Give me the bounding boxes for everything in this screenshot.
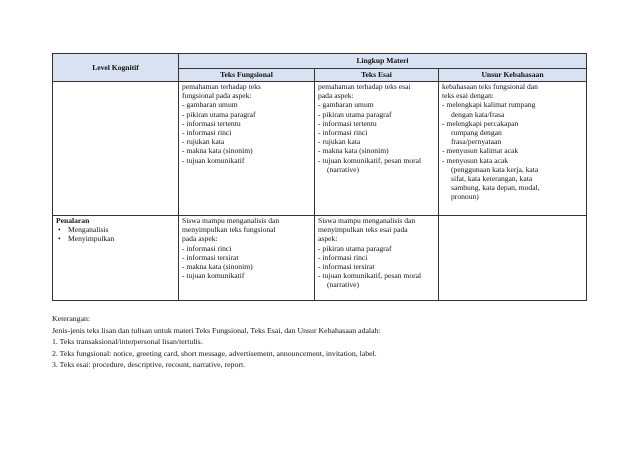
cell-line: menyimpulkan teks esai pada [318, 225, 408, 235]
cell-row2-esai [315, 216, 439, 301]
notes-section [52, 313, 381, 371]
cell-line: aspek: [318, 234, 338, 244]
cell-line: pada aspek: [318, 91, 354, 101]
cell-line: (narrative) [327, 164, 360, 174]
cell-line: teks esai dengan: [442, 91, 494, 101]
header-unsur-kebahasaan: Unsur Kebahasaan [439, 69, 587, 82]
table-row [53, 82, 587, 216]
cell-line: - informasi tertentu [182, 118, 241, 128]
cell-line: - tujuan komunikatif, pesan moral [318, 155, 422, 165]
cell-level-empty [53, 82, 179, 216]
cell-line: pemahaman terhadap teks esai [318, 82, 411, 91]
cell-line: - melengkapi percakapan [442, 118, 519, 128]
cognitive-level-table [52, 53, 587, 301]
cell-line: - pikiran utama paragraf [182, 109, 256, 119]
cell-line: fungsional pada aspek: [182, 91, 252, 101]
notes-line: 1. Teks transaksional/interpersonal lisan/tertulis. [52, 337, 203, 347]
cell-line: frasa/pernyataan [451, 137, 502, 147]
cell-line: (narrative) [327, 280, 360, 290]
cell-line: dengan kata/frasa [451, 109, 505, 119]
cell-line: - melengkapi kalimat rumpang [442, 100, 536, 110]
cell-line: - rujukan kata [318, 137, 361, 147]
cell-line: - informasi tersirat [182, 252, 239, 262]
cell-line: kebahasaan teks fungsional dan [442, 82, 538, 91]
cell-level-penalaran [53, 216, 179, 301]
cell-line: - informasi rinci [318, 252, 368, 262]
cell-line: Siswa mampu menganalisis dan [182, 216, 280, 225]
cell-line: - makna kata (sinonim) [182, 146, 253, 156]
cell-line: - rujukan kata [182, 137, 225, 147]
cell-line: - informasi tertentu [318, 118, 377, 128]
cell-line: - gambaran umum [318, 100, 374, 110]
cell-row2-unsur-empty [439, 216, 587, 301]
table-row [53, 216, 587, 301]
cell-row1-unsur [439, 82, 587, 216]
cell-row1-fungsional [179, 82, 315, 216]
notes-line: 3. Teks esai: procedure, descriptive, recount, narrative, report. [52, 360, 246, 370]
cell-line: sambung, kata depan, modal, [451, 183, 540, 193]
cell-line: Siswa mampu menganalisis dan [318, 216, 416, 225]
cell-line: (penggunaan kata kerja, kata [451, 164, 539, 174]
level-item: • Menyimpulkan [56, 234, 175, 243]
header-level-kognitif: Level Kognitif [53, 54, 179, 82]
level-title: Penalaran [56, 216, 90, 225]
header-teks-esai: Teks Esai [315, 69, 439, 82]
cell-line: - informasi rinci [182, 243, 232, 253]
cell-line: pronoun) [451, 192, 479, 202]
cell-line: - pikiran utama paragraf [318, 109, 392, 119]
cell-row1-esai [315, 82, 439, 216]
cell-line: - pikiran utama paragraf [318, 243, 392, 253]
cell-line: - informasi rinci [318, 128, 368, 138]
header-teks-fungsional: Teks Fungsional [179, 69, 315, 82]
cell-line: - makna kata (sinonim) [182, 262, 253, 272]
cell-line: - menyusun kata acak [442, 155, 508, 165]
cell-line: pemahaman terhadap teks [182, 82, 261, 91]
notes-heading: Keterangan: [52, 314, 91, 323]
cell-line: rumpang dengan [451, 128, 502, 138]
cell-line: sifat, kata keterangan, kata [451, 174, 533, 184]
cell-line: pada aspek: [182, 234, 218, 244]
cell-line: - tujuan komunikatif, pesan moral [318, 271, 422, 281]
cell-line: - informasi tersirat [318, 262, 375, 272]
header-lingkup-materi: Lingkup Materi [179, 54, 587, 69]
cell-line: - tujuan komunikatif [182, 271, 245, 281]
cell-line: - tujuan komunikatif [182, 155, 245, 165]
notes-line: 2. Teks fungsional: notice, greeting card, short message, advertisement, announcement, invitation, label. [52, 348, 377, 358]
cell-row2-fungsional [179, 216, 315, 301]
level-item: • Menganalisis [56, 225, 175, 234]
notes-line: Jenis-jenis teks lisan dan tulisan untuk materi Teks Fungsional, Teks Esai, dan Unsur Kebahasaan adalah: [52, 325, 381, 335]
cell-line: - gambaran umum [182, 100, 238, 110]
cell-line: - makna kata (sinonim) [318, 146, 389, 156]
cell-line: menyimpulkan teks fungsional [182, 225, 276, 235]
cell-line: - menyusun kalimat acak [442, 146, 519, 156]
cell-line: - informasi rinci [182, 128, 232, 138]
